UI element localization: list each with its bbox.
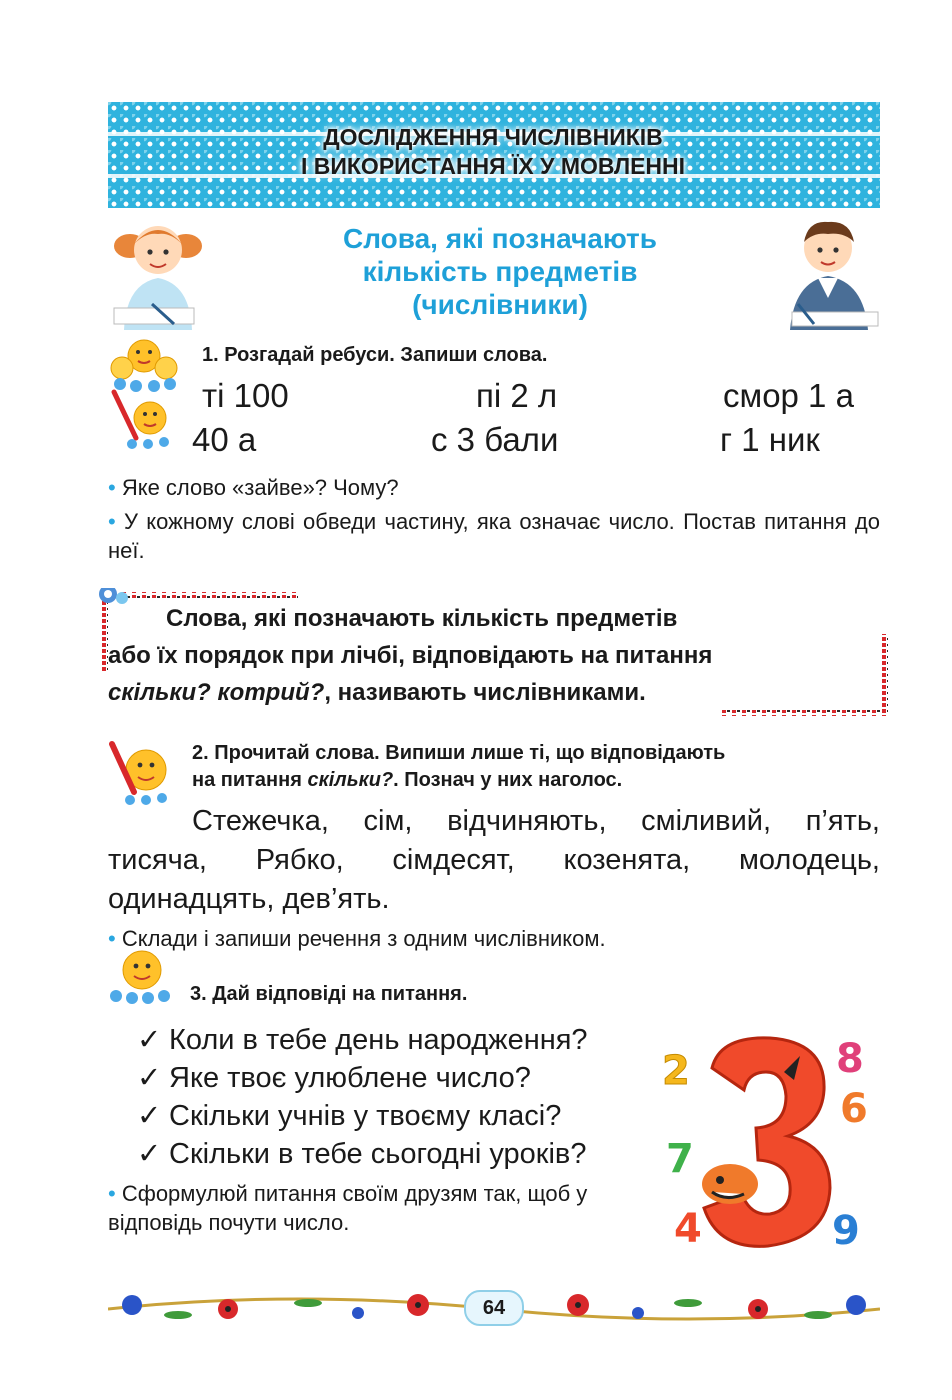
rebus-4: 40 а [192,421,257,458]
question-item [137,1097,657,1135]
title-italic-part: скільки? [307,769,394,791]
boy-illustration [778,212,880,330]
smiley-flowers-icon [108,948,174,1006]
bullet-mark: • [108,1181,116,1206]
bullet-mark: • [108,509,116,534]
task-2-instruction [108,924,880,953]
task-2-title-line-2 [192,767,882,794]
title-part: . Познач у них наголос. [393,769,623,791]
bullet-mark: • [108,926,116,951]
rebus-1: ті 100 [202,377,289,414]
rebus-2: пі 2 л [476,377,558,414]
number-2-icon: 2 [662,1048,690,1094]
rule-line-1: Слова, які позначають кількість предметів [166,605,678,632]
rebus-3: смор 1 а [723,377,854,414]
rule-line-2: або їх порядок при лічбі, відповідають на питання [108,642,713,669]
question-text: Коли в тебе день народження? [169,1024,588,1056]
number-8-icon: 8 [836,1036,864,1082]
task-3-title: 3. Дай відповіді на питання. [190,983,468,1005]
subtitle-line-3: (числівники) [412,289,588,320]
rule-question-words: скільки? котрий? [108,679,325,706]
number-6-icon: 6 [840,1086,868,1132]
question-text: Скільки учнів у твоєму класі? [169,1100,562,1132]
subtitle-line-2: кількість предметів [362,256,638,287]
instruction-text: Склади і запиши речення з одним числівником. [121,926,606,951]
bullet-mark: • [108,475,116,500]
task-2-word-list: Стежечка, сім, відчиняють, сміливий, п’ять, тисяча, Рябко, сімдесят, козенята, молодець, одинадцять, дев’ять. [108,805,880,915]
subtitle-line-1: Слова, які позначають [343,223,657,254]
task-1-question-2 [108,507,880,565]
rule-line-3-rest: , називають числівниками. [324,679,646,706]
checkmark-icon: ✓ [137,1138,162,1170]
checkmark-icon: ✓ [137,1062,162,1094]
question-text: У кожному слові обведи частину, яка означає число. Постав питання до неї. [108,509,880,563]
task-2-title [192,740,882,794]
page-title [250,123,736,189]
smiley-pencil-icon [108,738,172,806]
page-title-line-1: ДОСЛІДЖЕННЯ ЧИСЛІВНИКІВ [323,124,663,150]
task-2-title-line-1: 2. Прочитай слова. Випиши лише ті, що відповідають [192,742,726,764]
page-number: 64 [464,1290,524,1326]
question-text: Яке слово «зайве»? Чому? [121,475,399,500]
number-4-icon: 4 [674,1206,702,1252]
rebus-6: г 1 ник [720,421,820,458]
task-3-instruction [108,1179,648,1237]
number-7-icon: 7 [666,1136,694,1182]
question-item [137,1135,657,1173]
page-title-line-2: І ВИКОРИСТАННЯ ЇХ У МОВЛЕННІ [300,153,686,179]
task-3-question-list [137,1021,657,1173]
girl-illustration [108,212,208,330]
task-1-question-1 [108,473,880,502]
section-subtitle [300,222,700,321]
smiley-group-icon [108,334,188,452]
question-text: Скільки в тебе сьогодні уроків? [169,1138,587,1170]
question-item [137,1059,657,1097]
title-part: на питання [192,769,308,791]
number-three-fox-illustration [660,1032,880,1254]
instruction-text: Сформулюй питання своїм друзям так, щоб у відповідь почути число. [108,1181,588,1235]
checkmark-icon: ✓ [137,1024,162,1056]
rule-box [108,600,880,711]
question-text: Яке твоє улюблене число? [169,1062,531,1094]
rebus-5: с 3 бали [431,421,559,458]
rule-line-3 [108,674,880,711]
task-1-title: 1. Розгадай ребуси. Запиши слова. [202,344,548,366]
number-9-icon: 9 [832,1208,860,1254]
question-item [137,1021,657,1059]
checkmark-icon: ✓ [137,1100,162,1132]
